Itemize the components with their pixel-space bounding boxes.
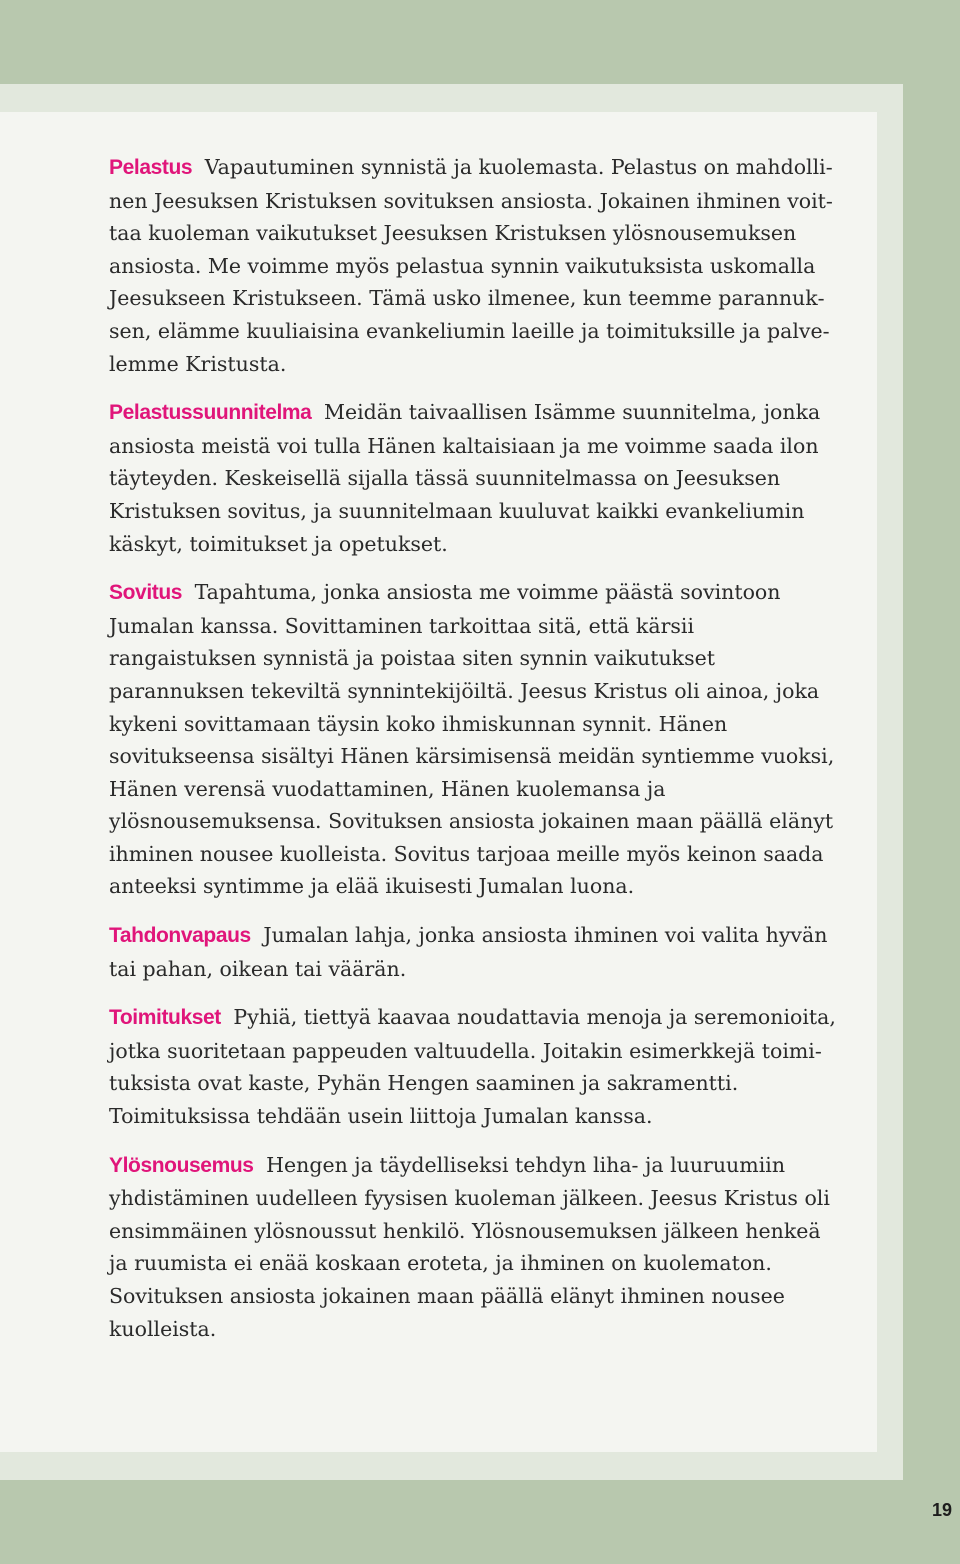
glossary-entry-tahdonvapaus (109, 919, 844, 985)
glossary-term: Ylösnousemus (109, 1153, 254, 1177)
glossary (109, 151, 844, 1361)
glossary-term: Pelastus (109, 156, 193, 179)
glossary-definition: Tapahtuma, jonka ansiosta me voimme päästä sovintoon Jumalan kanssa. Sovittaminen tarkoittaa sitä, että kärsii rangaistuksen synnistä ja poistaa siten synnin vaikutukset parannuksen tekeviltä synnintekijöiltä. Jeesus Kristus oli ainoa, joka kykeni sovittamaan täysin koko ihmiskunnan synnit. Hänen sovitukseensa sisältyi Hänen kärsimisensä meidän syntiemme vuoksi, Hänen verensä vuodattaminen, Hänen kuolemansa ja ylösnousemuksensa. Sovituksen ansiosta jokainen maan päällä elänyt ihminen nousee kuolleista. Sovitus tarjoaa meille myös keinon saada anteeksi syntimme ja elää ikuisesti Jumalan luona. (109, 580, 835, 899)
glossary-term: Sovitus (109, 581, 183, 605)
glossary-entry-sovitus (109, 576, 844, 903)
glossary-entry-pelastussuunnitelma (109, 396, 844, 560)
glossary-definition: Vapautuminen synnistä ja kuolemasta. Pelastus on mahdollinen Jeesuksen Kristuksen sovituksen ansiosta. Jokainen ihminen voittaa kuoleman vaikutukset Jeesuksen Kristuksen ylösnousemuksen ansiosta. Me voimme myös pelastua synnin vaikutuksista uskomalla Jeesukseen Kristukseen. Tämä usko ilmenee, kun teemme parannuksen, elämme kuuliaisina evankeliumin laeille ja toimituksille ja palvelemme Kristusta. (109, 155, 833, 376)
glossary-definition: Hengen ja täydelliseksi tehdyn liha- ja luuruumiin yhdistäminen uudelleen fyysisen kuoleman jälkeen. Jeesus Kristus oli ensimmäinen ylösnoussut henkilö. Ylösnousemuksen jälkeen henkeä ja ruumista ei enää koskaan eroteta, ja ihminen on kuolematon. Sovituksen ansiosta jokainen maan päällä elänyt ihminen nousee kuolleista. (109, 1152, 830, 1341)
glossary-term: Pelastussuunnitelma (109, 401, 312, 425)
glossary-definition: Meidän taivaallisen Isämme suunnitelma, jonka ansiosta meistä voi tulla Hänen kaltaisiaan ja me voimme saada ilon täyteyden. Keskeisellä sijalla tässä suunnitelmassa on Jeesuksen Kristuksen sovitus, ja suunnitelmaan kuuluvat kaikki evankeliumin käskyt, toimitukset ja opetukset. (109, 400, 821, 556)
glossary-term: Toimitukset (109, 1006, 221, 1030)
glossary-term: Tahdonvapaus (109, 924, 251, 948)
glossary-entry-ylosnousemus (109, 1149, 844, 1346)
glossary-definition: Jumalan lahja, jonka ansiosta ihminen voi valita hyvän tai pahan, oikean tai väärän. (109, 923, 828, 981)
page-number: 19 (931, 1500, 952, 1520)
glossary-entry-pelastus (109, 151, 844, 380)
glossary-entry-toimitukset (109, 1001, 844, 1132)
glossary-definition: Pyhiä, tiettyä kaavaa noudattavia menoja ja seremonioita, jotka suoritetaan pappeuden valtuudella. Joitakin esimerkkejä toimituksista ovat kaste, Pyhän Hengen saaminen ja sakramentti. Toimituksissa tehdään usein liittoja Jumalan kanssa. (109, 1005, 836, 1129)
